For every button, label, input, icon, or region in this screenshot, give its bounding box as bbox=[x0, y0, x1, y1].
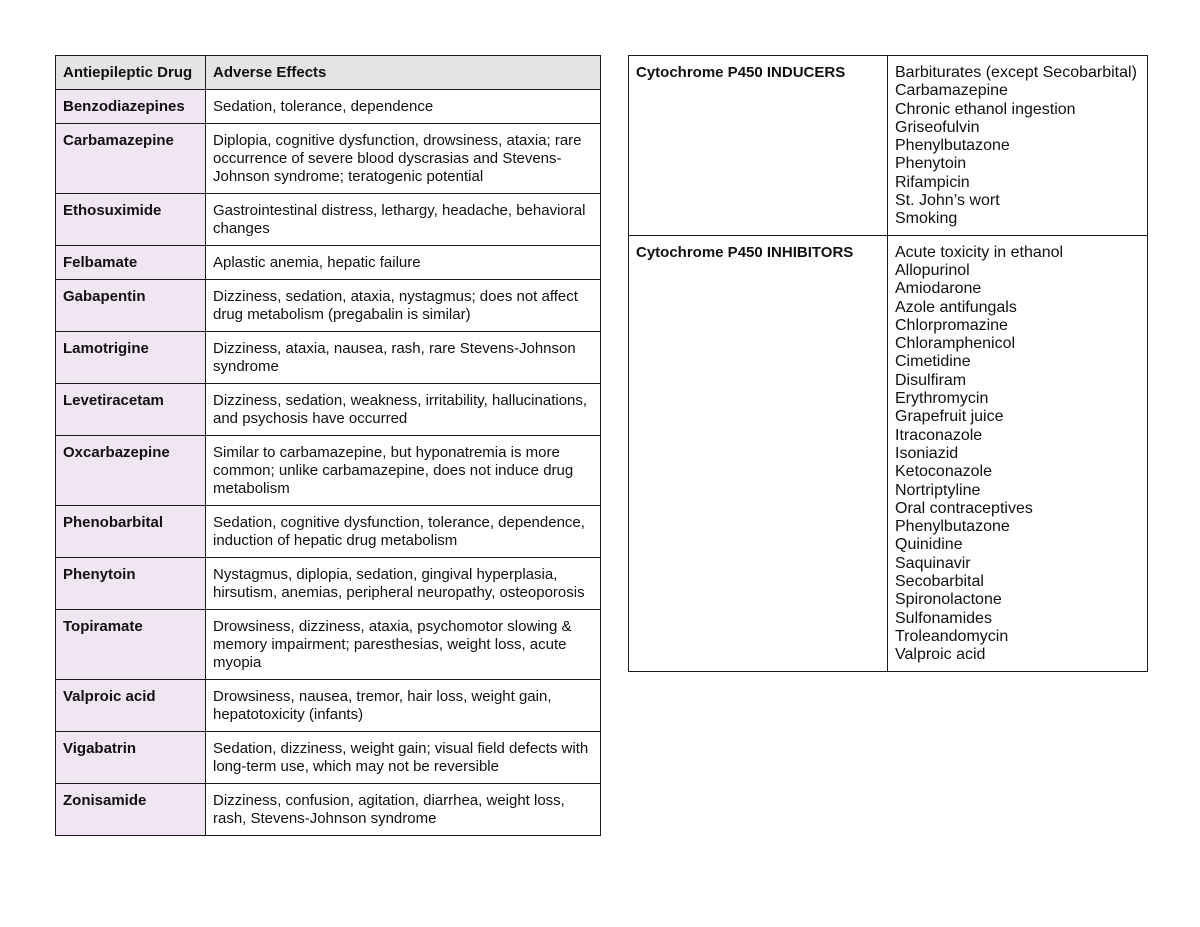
adverse-effects-cell: Gastrointestinal distress, lethargy, headache, behavioral changes bbox=[206, 194, 601, 246]
list-item: St. John’s wort bbox=[895, 192, 1000, 210]
inhibitors-label: Cytochrome P450 INHIBITORS bbox=[629, 235, 888, 671]
inhibitors-row bbox=[629, 235, 1148, 671]
table-row bbox=[56, 610, 601, 680]
list-item: Amiodarone bbox=[895, 280, 982, 298]
adverse-effects-cell: Dizziness, confusion, agitation, diarrhea, weight loss, rash, Stevens-Johnson syndrome bbox=[206, 784, 601, 836]
table-row bbox=[56, 280, 601, 332]
list-item: Phenylbutazone bbox=[895, 518, 1010, 536]
table-row bbox=[56, 384, 601, 436]
antiepileptic-adverse-effects-table bbox=[55, 55, 601, 836]
table-row bbox=[56, 436, 601, 506]
table-row bbox=[56, 558, 601, 610]
list-item: Secobarbital bbox=[895, 573, 984, 591]
list-item: Azole antifungals bbox=[895, 298, 1017, 316]
inducers-label: Cytochrome P450 INDUCERS bbox=[629, 56, 888, 236]
drug-name-cell: Phenytoin bbox=[56, 558, 206, 610]
list-item: Phenytoin bbox=[895, 155, 967, 173]
list-item: Grapefruit juice bbox=[895, 408, 1004, 426]
aed-table-body bbox=[56, 90, 601, 836]
list-item: Quinidine bbox=[895, 536, 963, 554]
adverse-effects-cell: Drowsiness, dizziness, ataxia, psychomotor slowing & memory impairment; paresthesias, weight loss, acute myopia bbox=[206, 610, 601, 680]
adverse-effects-cell: Drowsiness, nausea, tremor, hair loss, weight gain, hepatotoxicity (infants) bbox=[206, 680, 601, 732]
column-header-drug: Antiepileptic Drug bbox=[56, 56, 206, 90]
table-row bbox=[56, 506, 601, 558]
list-item: Troleandomycin bbox=[895, 627, 1009, 645]
inhibitors-drug-list bbox=[888, 235, 1148, 671]
adverse-effects-cell: Aplastic anemia, hepatic failure bbox=[206, 246, 601, 280]
table-row bbox=[56, 784, 601, 836]
list-item: Phenylbutazone bbox=[895, 137, 1010, 155]
adverse-effects-cell: Diplopia, cognitive dysfunction, drowsiness, ataxia; rare occurrence of severe blood dyscrasias and Stevens-Johnson syndrome; teratogenic potential bbox=[206, 124, 601, 194]
drug-name-cell: Zonisamide bbox=[56, 784, 206, 836]
list-item: Ketoconazole bbox=[895, 463, 992, 481]
adverse-effects-cell: Dizziness, sedation, weakness, irritability, hallucinations, and psychosis have occurred bbox=[206, 384, 601, 436]
table-row bbox=[56, 90, 601, 124]
list-item: Spironolactone bbox=[895, 591, 1002, 609]
inducers-row bbox=[629, 56, 1148, 236]
list-item: Rifampicin bbox=[895, 173, 970, 191]
drug-name-cell: Topiramate bbox=[56, 610, 206, 680]
cytochrome-p450-table bbox=[628, 55, 1148, 672]
list-item: Sulfonamides bbox=[895, 609, 992, 627]
drug-name-cell: Ethosuximide bbox=[56, 194, 206, 246]
list-item: Allopurinol bbox=[895, 261, 970, 279]
list-item: Isoniazid bbox=[895, 444, 959, 462]
drug-name-cell: Lamotrigine bbox=[56, 332, 206, 384]
list-item: Saquinavir bbox=[895, 554, 971, 572]
drug-name-cell: Valproic acid bbox=[56, 680, 206, 732]
list-item: Erythromycin bbox=[895, 390, 989, 408]
list-item: Oral contraceptives bbox=[895, 499, 1033, 517]
list-item: Chlorpromazine bbox=[895, 316, 1008, 334]
table-row bbox=[56, 194, 601, 246]
adverse-effects-cell: Sedation, cognitive dysfunction, tolerance, dependence, induction of hepatic drug metabolism bbox=[206, 506, 601, 558]
list-item: Itraconazole bbox=[895, 426, 983, 444]
adverse-effects-cell: Dizziness, sedation, ataxia, nystagmus; does not affect drug metabolism (pregabalin is similar) bbox=[206, 280, 601, 332]
column-header-effects: Adverse Effects bbox=[206, 56, 601, 90]
adverse-effects-cell: Sedation, tolerance, dependence bbox=[206, 90, 601, 124]
list-item: Chloramphenicol bbox=[895, 335, 1016, 353]
table-row bbox=[56, 680, 601, 732]
drug-name-cell: Felbamate bbox=[56, 246, 206, 280]
list-item: Valproic acid bbox=[895, 646, 986, 664]
drug-name-cell: Phenobarbital bbox=[56, 506, 206, 558]
list-item: Smoking bbox=[895, 210, 958, 228]
list-item: Barbiturates (except Secobarbital) bbox=[895, 64, 1137, 81]
list-item: Griseofulvin bbox=[895, 118, 980, 136]
drug-name-cell: Gabapentin bbox=[56, 280, 206, 332]
list-item: Cimetidine bbox=[895, 353, 971, 371]
list-item: Nortriptyline bbox=[895, 481, 981, 499]
drug-name-cell: Vigabatrin bbox=[56, 732, 206, 784]
list-item: Disulfiram bbox=[895, 371, 967, 389]
list-item: Acute toxicity in ethanol bbox=[895, 243, 1064, 261]
adverse-effects-cell: Dizziness, ataxia, nausea, rash, rare Stevens-Johnson syndrome bbox=[206, 332, 601, 384]
drug-name-cell: Carbamazepine bbox=[56, 124, 206, 194]
drug-name-cell: Oxcarbazepine bbox=[56, 436, 206, 506]
inducers-drug-list bbox=[888, 56, 1148, 236]
adverse-effects-cell: Sedation, dizziness, weight gain; visual field defects with long-term use, which may not be reversible bbox=[206, 732, 601, 784]
list-item: Carbamazepine bbox=[895, 82, 1008, 100]
list-item: Chronic ethanol ingestion bbox=[895, 100, 1076, 118]
table-header-row bbox=[56, 56, 601, 90]
drug-name-cell: Benzodiazepines bbox=[56, 90, 206, 124]
adverse-effects-cell: Similar to carbamazepine, but hyponatremia is more common; unlike carbamazepine, does not induce drug metabolism bbox=[206, 436, 601, 506]
drug-name-cell: Levetiracetam bbox=[56, 384, 206, 436]
table-row bbox=[56, 124, 601, 194]
adverse-effects-cell: Nystagmus, diplopia, sedation, gingival hyperplasia, hirsutism, anemias, peripheral neuropathy, osteoporosis bbox=[206, 558, 601, 610]
table-row bbox=[56, 332, 601, 384]
table-row bbox=[56, 732, 601, 784]
table-row bbox=[56, 246, 601, 280]
